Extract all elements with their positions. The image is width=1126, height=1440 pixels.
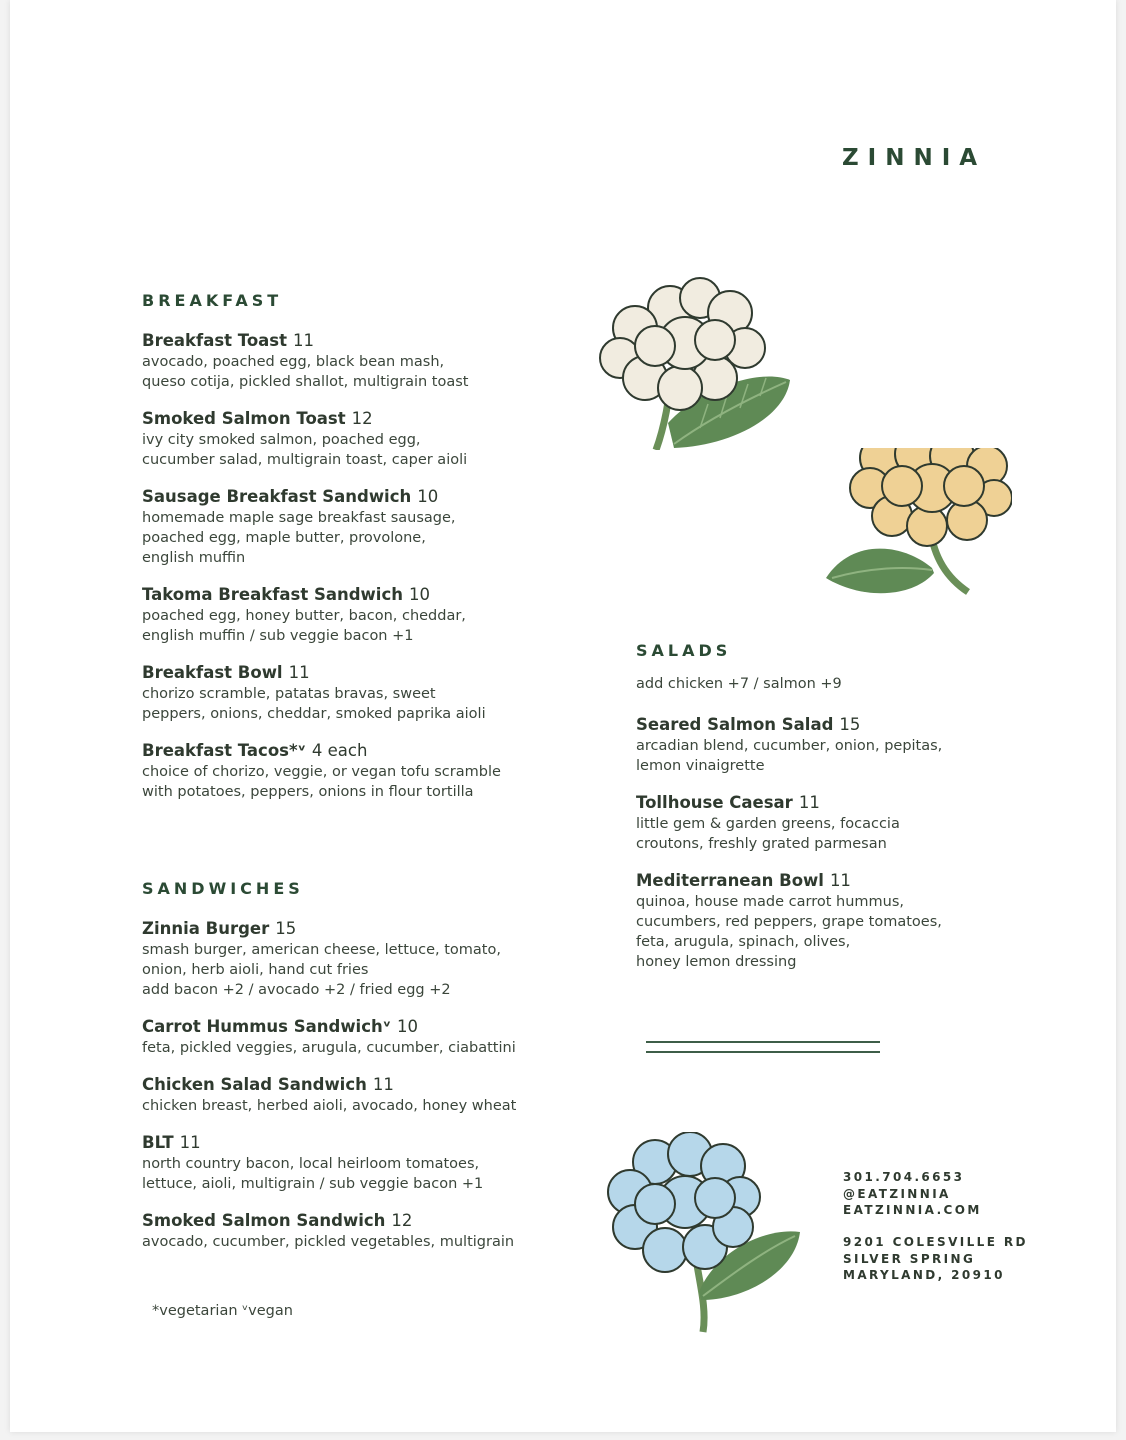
item-name: BLT bbox=[142, 1133, 174, 1152]
breakfast-heading: BREAKFAST bbox=[142, 291, 283, 310]
item-price: 11 bbox=[372, 1075, 394, 1094]
item-price: 4 each bbox=[311, 741, 368, 760]
menu-item bbox=[142, 408, 572, 470]
item-name: Carrot Hummus Sandwichᵛ bbox=[142, 1017, 392, 1036]
item-price: 12 bbox=[391, 1211, 413, 1230]
item-name: Chicken Salad Sandwich bbox=[142, 1075, 367, 1094]
menu-item bbox=[142, 1210, 572, 1252]
salads-heading: SALADS bbox=[636, 641, 732, 660]
item-description: smash burger, american cheese, lettuce, tomato, onion, herb aioli, hand cut fries add bacon +2 / avocado +2 / fried egg +2 bbox=[142, 942, 501, 998]
item-price: 11 bbox=[798, 793, 820, 812]
item-price: 11 bbox=[179, 1133, 201, 1152]
item-name: Breakfast Toast bbox=[142, 331, 288, 350]
item-description: poached egg, honey butter, bacon, cheddar, english muffin / sub veggie bacon +1 bbox=[142, 608, 466, 644]
menu-item bbox=[636, 870, 1016, 972]
item-name: Zinnia Burger bbox=[142, 919, 270, 938]
phone-number: 301.704.6653 bbox=[843, 1170, 965, 1184]
address-line-1: 9201 COLESVILLE RD bbox=[843, 1235, 1028, 1249]
salad-addons-note: add chicken +7 / salmon +9 bbox=[636, 676, 842, 692]
diet-footnote: *vegetarian ᵛvegan bbox=[152, 1303, 293, 1319]
item-name: Tollhouse Caesar bbox=[636, 793, 793, 812]
menu-item bbox=[142, 918, 572, 1000]
menu-item bbox=[142, 1016, 572, 1058]
menu-item bbox=[142, 740, 572, 802]
website-link: EATZINNIA.COM bbox=[843, 1203, 982, 1217]
item-name: Sausage Breakfast Sandwich bbox=[142, 487, 412, 506]
item-name: Takoma Breakfast Sandwich bbox=[142, 585, 403, 604]
item-description: chicken breast, herbed aioli, avocado, honey wheat bbox=[142, 1098, 517, 1114]
item-description: choice of chorizo, veggie, or vegan tofu scramble with potatoes, peppers, onions in flour tortilla bbox=[142, 764, 501, 800]
item-price: 15 bbox=[275, 919, 297, 938]
blue-hydrangea-icon bbox=[595, 1132, 810, 1334]
address-line-3: MARYLAND, 20910 bbox=[843, 1268, 1005, 1282]
social-handle: @EATZINNIA bbox=[843, 1186, 951, 1201]
menu-item bbox=[636, 792, 1016, 854]
breakfast-list bbox=[142, 330, 572, 818]
item-name: Smoked Salmon Toast bbox=[142, 409, 346, 428]
item-description: feta, pickled veggies, arugula, cucumber, ciabattini bbox=[142, 1040, 516, 1056]
item-price: 11 bbox=[288, 663, 310, 682]
sandwiches-list bbox=[142, 918, 572, 1268]
white-hydrangea-icon bbox=[590, 268, 805, 450]
item-description: quinoa, house made carrot hummus, cucumbers, red peppers, grape tomatoes, feta, arugula, spinach, olives, honey lemon dressing bbox=[636, 894, 942, 970]
yellow-hydrangea-icon bbox=[822, 448, 1012, 598]
item-name: Breakfast Bowl bbox=[142, 663, 283, 682]
item-price: 15 bbox=[839, 715, 861, 734]
sandwiches-heading: SANDWICHES bbox=[142, 879, 304, 898]
item-price: 10 bbox=[408, 585, 430, 604]
menu-item bbox=[636, 714, 1016, 776]
contact-block bbox=[843, 1169, 982, 1219]
item-description: avocado, cucumber, pickled vegetables, multigrain bbox=[142, 1234, 515, 1250]
item-price: 11 bbox=[829, 871, 851, 890]
item-description: chorizo scramble, patatas bravas, sweet peppers, onions, cheddar, smoked paprika aioli bbox=[142, 686, 486, 722]
item-description: little gem & garden greens, focaccia croutons, freshly grated parmesan bbox=[636, 816, 900, 852]
salads-list bbox=[636, 674, 1016, 988]
divider-rule bbox=[646, 1051, 880, 1053]
address-block bbox=[843, 1234, 1028, 1284]
item-name: Breakfast Tacos*ᵛ bbox=[142, 741, 306, 760]
item-description: north country bacon, local heirloom tomatoes, lettuce, aioli, multigrain / sub veggie bacon +1 bbox=[142, 1156, 484, 1192]
item-price: 10 bbox=[397, 1017, 419, 1036]
item-price: 10 bbox=[417, 487, 439, 506]
menu-item bbox=[142, 662, 572, 724]
item-description: homemade maple sage breakfast sausage, poached egg, maple butter, provolone, english muffin bbox=[142, 510, 456, 566]
item-name: Mediterranean Bowl bbox=[636, 871, 824, 890]
item-name: Seared Salmon Salad bbox=[636, 715, 834, 734]
item-name: Smoked Salmon Sandwich bbox=[142, 1211, 386, 1230]
item-price: 12 bbox=[351, 409, 373, 428]
divider-rule bbox=[646, 1041, 880, 1043]
menu-item bbox=[142, 330, 572, 392]
brand-title: ZINNIA bbox=[842, 145, 987, 171]
item-price: 11 bbox=[293, 331, 315, 350]
menu-item bbox=[142, 584, 572, 646]
item-description: arcadian blend, cucumber, onion, pepitas, lemon vinaigrette bbox=[636, 738, 943, 774]
item-description: ivy city smoked salmon, poached egg, cucumber salad, multigrain toast, caper aioli bbox=[142, 432, 468, 468]
menu-page bbox=[10, 0, 1116, 1432]
menu-item bbox=[142, 1074, 572, 1116]
item-description: avocado, poached egg, black bean mash, queso cotija, pickled shallot, multigrain toast bbox=[142, 354, 469, 390]
menu-item bbox=[142, 486, 572, 568]
menu-item bbox=[142, 1132, 572, 1194]
address-line-2: SILVER SPRING bbox=[843, 1251, 976, 1266]
